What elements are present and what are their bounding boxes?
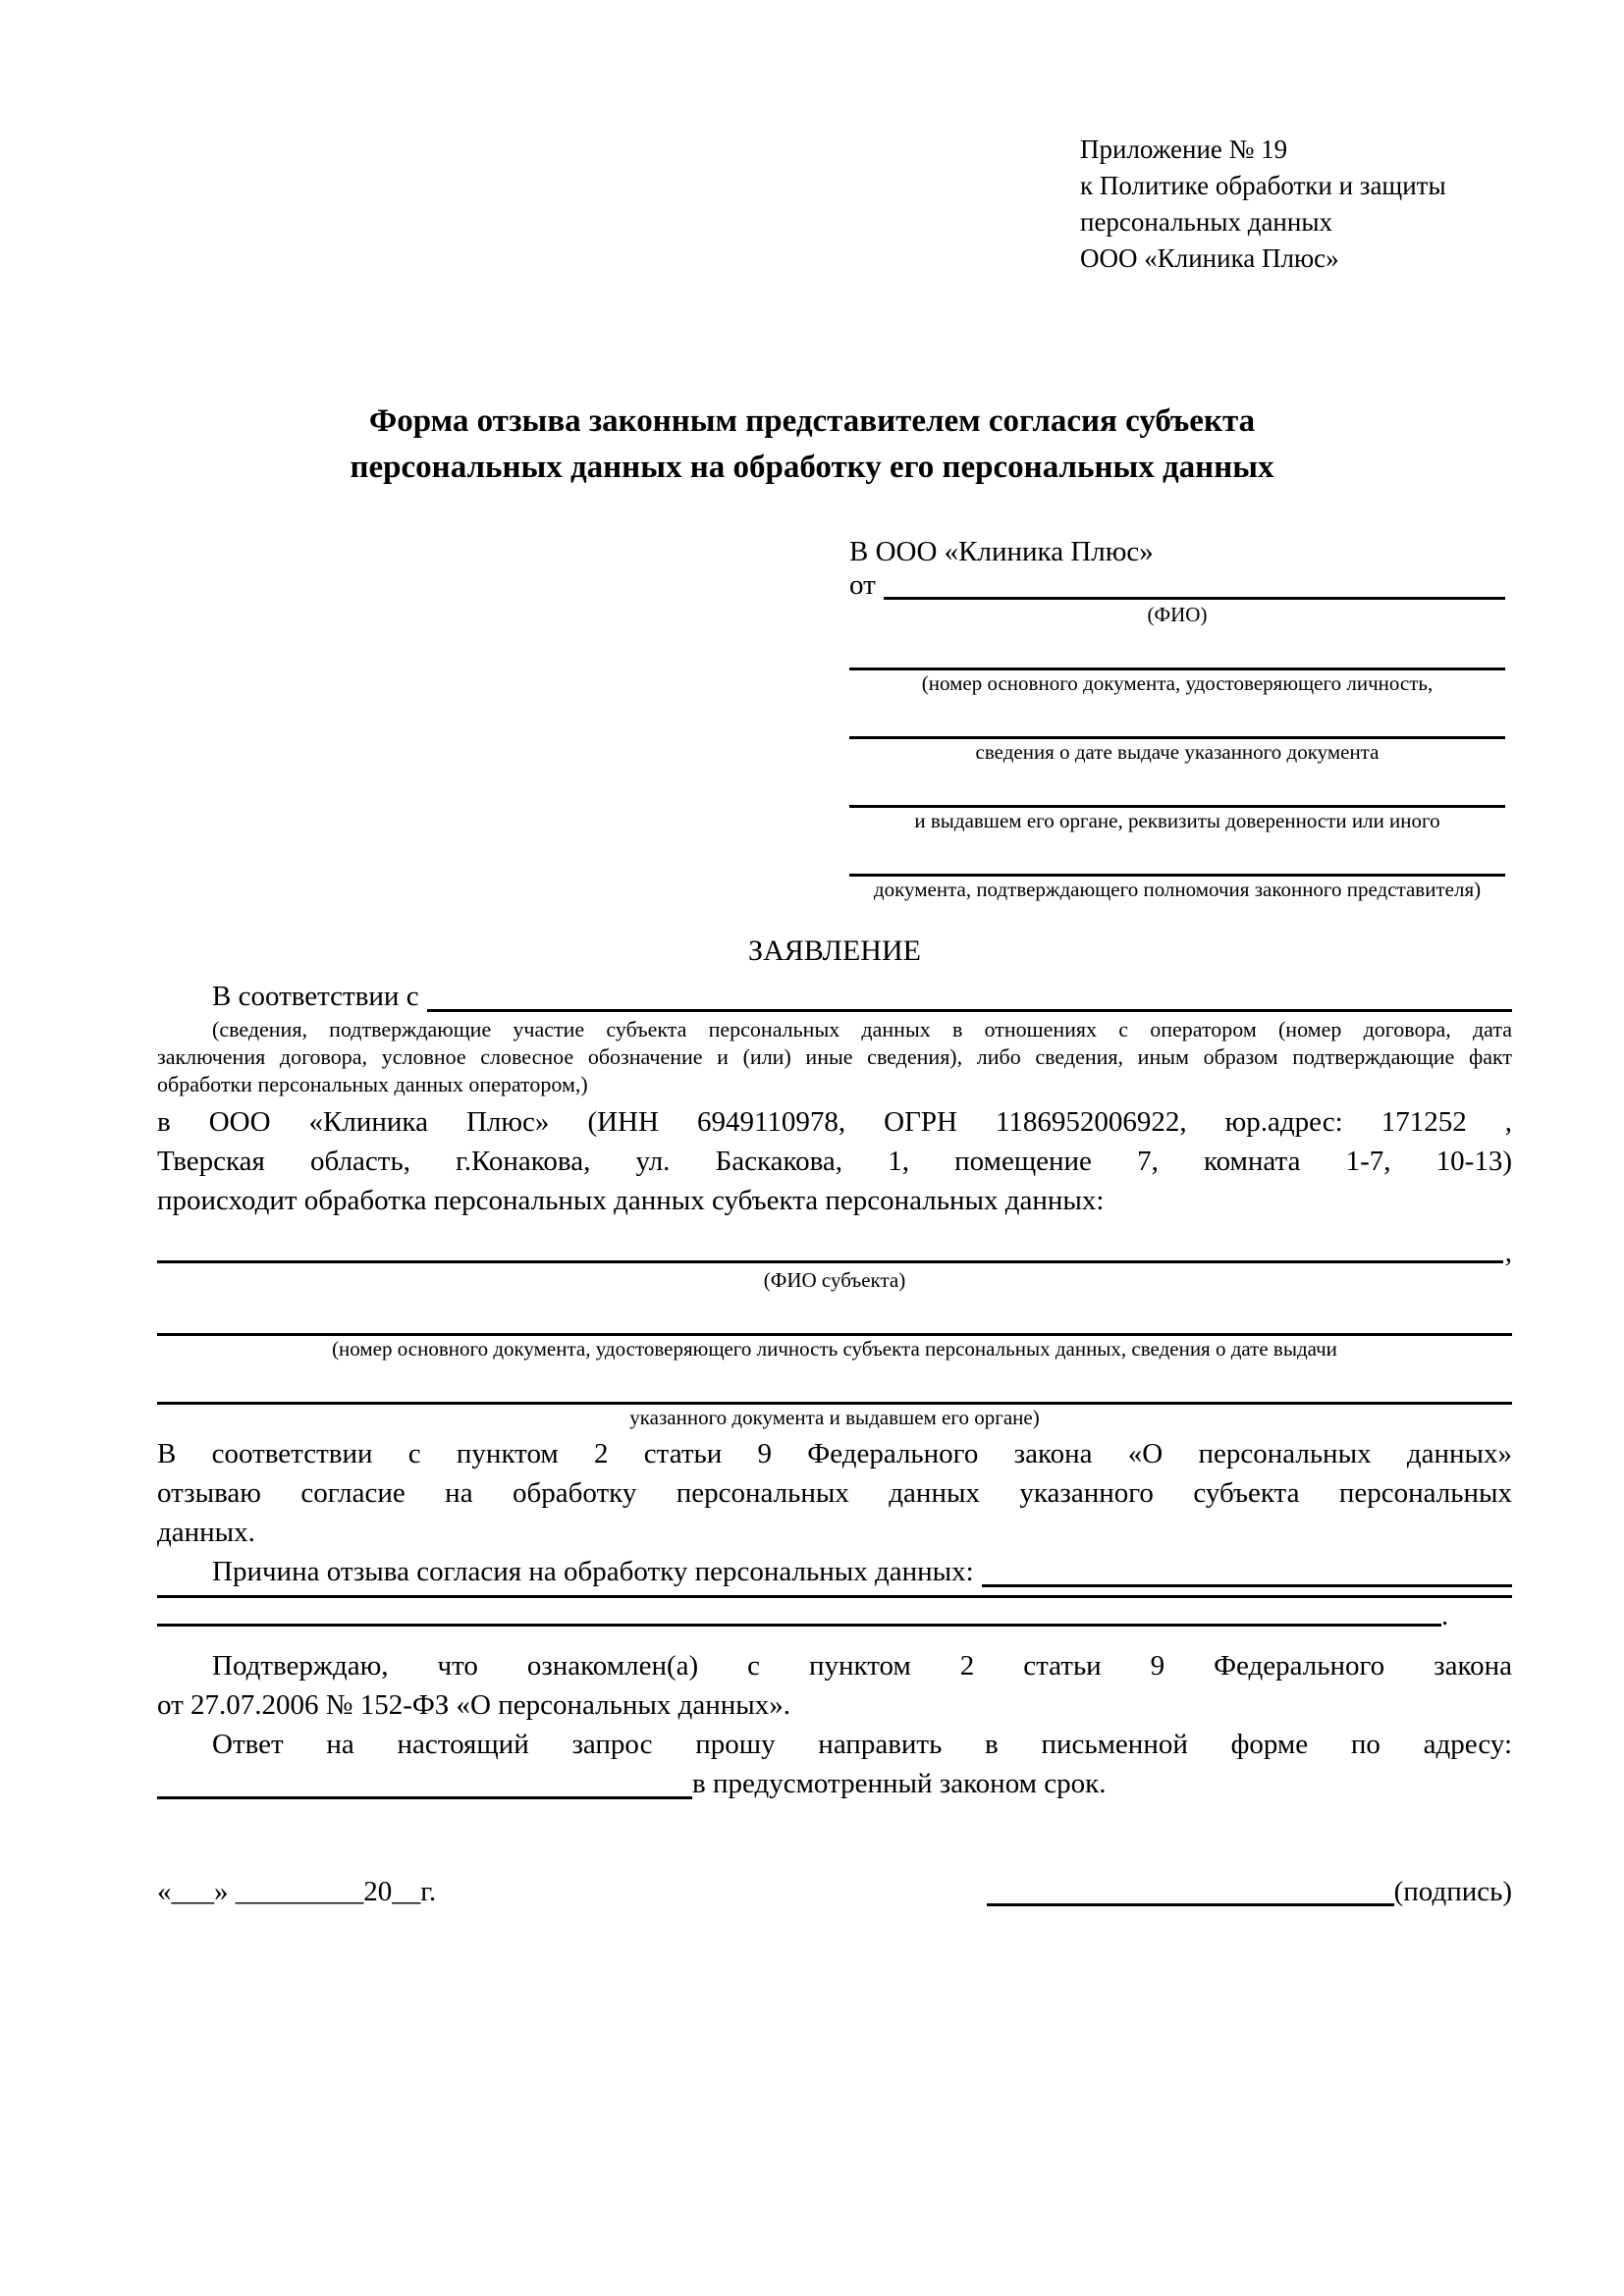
- representative-doc-blank-line-2: [849, 710, 1505, 739]
- intro-row: [157, 977, 1512, 1016]
- reason-blank-row-2: [157, 1598, 1512, 1630]
- response-suffix: в предусмотренный законом срок.: [692, 1768, 1107, 1799]
- reason-blank-line-2: [157, 1624, 1441, 1627]
- doc-caption-2: сведения о дате выдаче указанного документа: [975, 740, 1380, 764]
- fio-caption: (ФИО): [1147, 603, 1208, 626]
- doc-caption-1: (номер основного документа, удостоверяющего личность,: [921, 671, 1434, 695]
- from-label: от: [849, 569, 876, 601]
- signature-group: [987, 1872, 1512, 1911]
- text-line: происходит обработка персональных данных субъекта персональных данных:: [157, 1185, 1105, 1216]
- subject-name-row: [157, 1232, 1512, 1267]
- text-line: обработки персональных данных оператором,): [157, 1072, 588, 1096]
- intro-prefix: В соответствии с: [212, 981, 419, 1012]
- annex-header: [1080, 132, 1551, 277]
- text-line: заключения договора, условное словесное обозначение и (или) иные сведения), либо сведения, иным образом подтверждающие факт: [157, 1044, 1512, 1069]
- response-address-row: [157, 1764, 1512, 1803]
- addressee-organization: В ООО «Клиника Плюс»: [849, 536, 1154, 567]
- text-line: ООО «Клиника Плюс»: [1080, 243, 1339, 273]
- subject-doc-caption-2: указанного документа и выдавшем его органе): [629, 1406, 1040, 1429]
- text-line: (сведения, подтверждающие участие субъекта персональных данных в отношениях с оператором (номер договора, дата: [212, 1017, 1512, 1041]
- subject-fio-caption: (ФИО субъекта): [763, 1268, 906, 1292]
- reason-blank-line-inline: [982, 1584, 1512, 1587]
- text-line: персональных данных: [1080, 207, 1332, 237]
- reason-blank-line-1: [157, 1591, 1512, 1598]
- operator-paragraph: [157, 1102, 1512, 1220]
- signature-caption: (подпись): [1393, 1876, 1512, 1907]
- statement-heading: ЗАЯВЛЕНИЕ: [748, 934, 921, 967]
- statement-body: [157, 977, 1512, 1911]
- representative-doc-blank-line-4: [849, 847, 1505, 877]
- subject-name-blank-line: [157, 1260, 1503, 1263]
- confirmation-paragraph: [157, 1646, 1512, 1725]
- representative-doc-blank-line-1: [849, 641, 1505, 670]
- date-field: «___» _________20__г.: [157, 1876, 437, 1907]
- text-line: Форма отзыва законным представителем согласия субъекта: [368, 403, 1256, 439]
- text-line: к Политике обработки и защиты: [1080, 171, 1446, 200]
- reason-label: Причина отзыва согласия на обработку персональных данных:: [212, 1556, 974, 1587]
- text-line: от 27.07.2006 № 152-ФЗ «О персональных данных».: [157, 1689, 791, 1721]
- text-line: В соответствии с пунктом 2 статьи 9 Федерального закона «О персональных данных»: [157, 1438, 1512, 1469]
- text-line: Подтверждаю, что ознакомлен(а) с пунктом 2 статьи 9 Федерального закона: [212, 1650, 1512, 1682]
- subject-doc-blank-line-2: [157, 1375, 1512, 1405]
- response-address-blank-line: [157, 1796, 692, 1799]
- representative-name-blank-line: [884, 597, 1505, 600]
- reason-row: [157, 1552, 1512, 1591]
- text-line: персональных данных на обработку его персональных данных: [350, 450, 1274, 485]
- response-request-line: Ответ на настоящий запрос прошу направить в письменной форме по адресу:: [212, 1729, 1512, 1760]
- basis-footnote: [157, 1016, 1512, 1098]
- document-title: [135, 399, 1489, 491]
- subject-name-comma: ,: [1504, 1237, 1512, 1268]
- subject-doc-blank-line-1: [157, 1307, 1512, 1336]
- doc-caption-4: документа, подтверждающего полномочия законного представителя): [873, 878, 1482, 901]
- text-line: Тверская область, г.Конакова, ул. Баскакова, 1, помещение 7, комната 1-7, 10-13): [157, 1146, 1512, 1177]
- withdrawal-paragraph: [157, 1434, 1512, 1552]
- addressee-block: [849, 533, 1505, 902]
- text-line: отзываю согласие на обработку персональных данных указанного субъекта персональных: [157, 1477, 1512, 1509]
- text-line: в ООО «Клиника Плюс» (ИНН 6949110978, ОГРН 1186952006922, юр.адрес: 171252 ,: [157, 1106, 1512, 1138]
- representative-doc-blank-line-3: [849, 778, 1505, 808]
- text-line: Приложение № 19: [1080, 134, 1288, 164]
- signature-blank-line: [987, 1903, 1394, 1906]
- subject-doc-caption-1: (номер основного документа, удостоверяющего личность субъекта персональных данных, сведения о дате выдачи: [332, 1337, 1337, 1361]
- footer-row: [157, 1872, 1512, 1911]
- reason-period: .: [1441, 1600, 1449, 1631]
- text-line: данных.: [157, 1517, 255, 1548]
- doc-caption-3: и выдавшем его органе, реквизиты доверенности или иного: [914, 809, 1440, 832]
- basis-blank-line: [427, 1009, 1512, 1012]
- addressee-from-row: [849, 570, 1505, 602]
